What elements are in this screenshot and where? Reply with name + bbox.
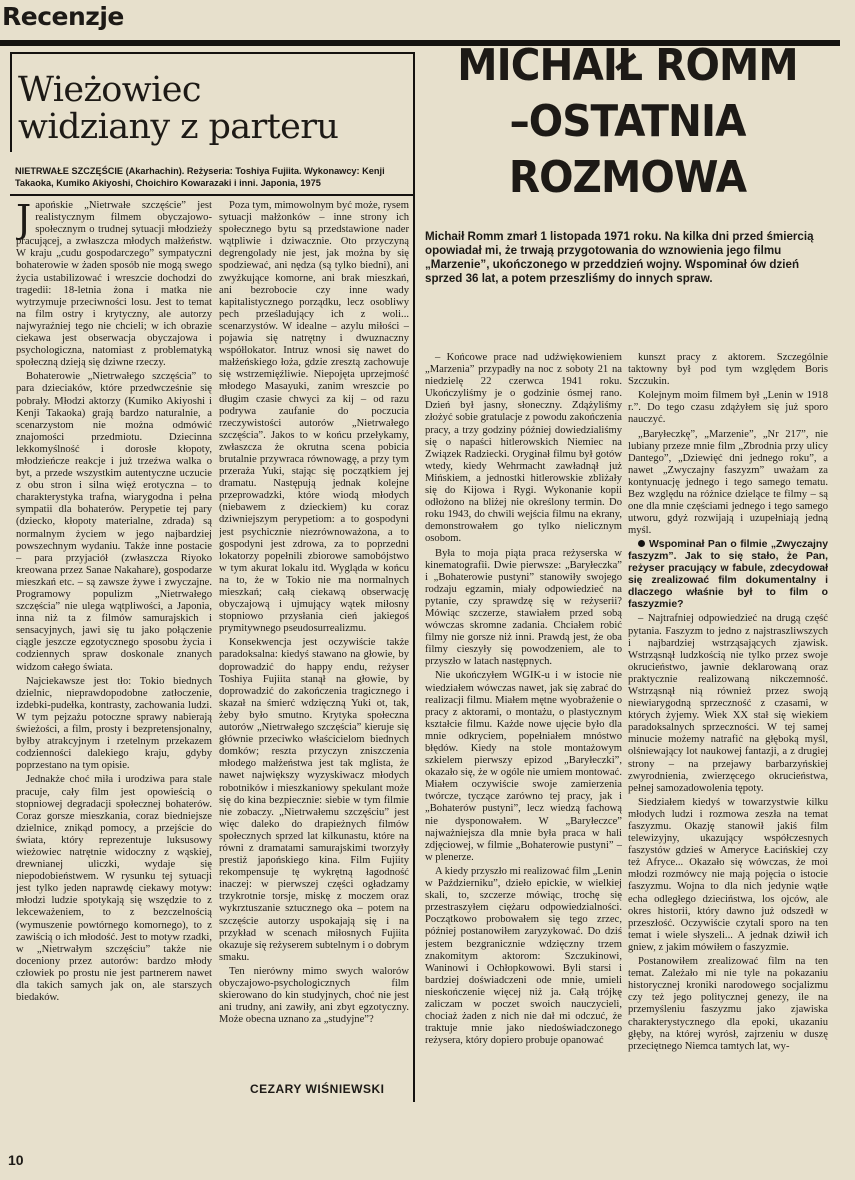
review-title-line1: Wieżowiec	[18, 70, 201, 110]
bullet-dot-icon	[638, 540, 645, 547]
review-col1-paragraph: Jednakże choć miła i urodziwa para stale pracuje, cały film jest opowieścią o stopniowej degradacji społecznej bohaterów. Coraz gorsze mieszkania, coraz biedniejsze dzielnice, znikąd pomocy, a przejście do świata, który reprezentuje luksusowy wieżowiec natrętnie widoczny z wąskiej, drewnianej uliczki, wydaje się niepodobieństwem. W rysunku tej sytuacji jest tylko jeden naprawdę ciekawy motyw: młodzi ludzie spotykają się wszędzie to z lekceważeniem, to z bezczelnością (wymuszenie powtórnego komornego), to z zawiścią o ich młodość. Jest to motyw rzadki, w „Nietrwałym szczęściu” także nie doceniony przez autorów: bardzo młody człowiek po prostu nie jest partnerem nawet dla takich samych jak on, ale starszych biedaków.	[16, 774, 212, 1004]
review-frame-left	[10, 52, 12, 152]
review-frame-top	[10, 52, 415, 54]
review-column-2	[219, 200, 409, 1080]
drop-cap: J	[16, 200, 32, 241]
review-title-line2: widziany z parteru	[18, 107, 339, 147]
interview-title-line1: MICHAIŁ ROMM	[457, 40, 798, 91]
interview-answer-paragraph: Postanowiłem zrealizować film na ten temat. Zależało mi nie tyle na pokazaniu historycznej kroniki narodowego socjalizmu czy też jego politycznej genezy, ile na przemyśleniu faszyzmu jako zjawiska charakterystycznego dla epoki, ukazaniu głęby, na której wyrósł, zajrzeniu w duszę przeciętnego Niemca tamtych lat, wy-	[628, 956, 828, 1052]
interview-col4-paragraph: „Baryłeczkę”, „Marzenie”, „Nr 217”, nie lubiany przeze mnie film „Zbrodnia przy ulicy Dantego”, „Dziewięć dni jednego roku”, a nawet „Zwyczajny faszyzm” uważam za kontynuację jednego i tego samego tematu. Bez względu na różnice dzielące te filmy – są one dla mnie częściami jednego i tego samego utworu, gdyż rozwijają i uzupełniają jedną myśl.	[628, 428, 828, 537]
interview-col3-paragraph: Nie ukończyłem WGIK-u i w istocie nie wiedziałem wówczas nawet, jak się zabrać do realizacji filmu. Miałem mętne wyobrażenie o pracy z aktorami, o montażu, o plastycznym kształcie filmu. Każde nowe ujęcie było dla mnie odkryciem, popełniałem mnóstwo błędów. Kiedy na stole montażowym szkielem pierwszy epizod „Baryłeczki”, okazało się, że w ogóle nie umiem montować. Miałem oczywiście swoje zamierzenia twórcze, tyczące zarówno tej pracy, jak i „Bohaterów pustyni”, lecz wiedzą fachową nie dysponowałem. W „Baryłeczce” najważniejsza dla mnie była praca w hali zdjęciowej, w filmie „Bohaterowie pustyni” – w plenerze.	[425, 670, 622, 863]
review-col1-paragraph: Bohaterowie „Nietrwałego szczęścia” to para dzieciaków, które przedwcześnie się pobrały. Młodzi aktorzy (Kumiko Akiyoshi i Kenji Takaoka) grają bardzo naturalnie, a scenarzystom nie można odmówić znajomości przedmiotu. Dziecinna lekkomyślność i dorosłe kłopoty, młodzieńcze reakcje i już trzeźwa walka o byt, a przede wszystkim autentyczne uczucie z obu stron i silna więź erotyczna – to charakterystyka trafna, wiarygodna i pełna sympatii dla bohaterów. Perypetie tej pary (dziecko, kłopoty materialne, zdrada) są normalnym życiem w jego najbardziej powszechnym wydaniu. Także inne postacie – para przyjaciół (zwłaszcza Riyoko kreowana przez Sanae Nakahare), gospodarze mieszkań etc. – są zawsze żywe i zwyczajne. Programowy populizm „Nietrwałego szczęścia” nie ulega wątpliwości, a Japonia, inna niż ta z filmów samurajskich i sensacyjnych, jawi się tu jako połączenie ciągle jeszcze egzotycznego sposobu życia i codziennych spraw doskonale znanych widzom całego świata.	[16, 371, 212, 673]
interview-title-line3: ROZMOWA	[508, 152, 747, 203]
interview-lead: Michaił Romm zmarł 1 listopada 1971 roku. Na kilka dni przed śmiercią opowiadał mi, że trwają przygotowania do wznowienia jego filmu „Marzenie”, ukończonego w przeddzień wojny. Wspominał ów dzień sprzed 36 lat, a potem przeszliśmy do innych spraw.	[425, 230, 814, 285]
interview-title	[446, 38, 809, 206]
interview-column-2	[628, 352, 828, 1140]
page-number: 10	[8, 1152, 24, 1168]
interview-answer-paragraph: Siedziałem kiedyś w towarzystwie kilku młodych ludzi i rozmowa zeszła na temat faszyzmu. Okazję stanowił jakiś film telewizyjny, ukazujący współczesnych faszystów gdzieś w Ameryce Łacińskiej czy też Afryce... Okazało się wówczas, że moi młodzi rozmówcy nie mają pojęcia o istocie faszyzmu. Wojna to dla nich jedynie wątłe echa odległego dzieciństwa, los ojców, ale okres historii, który dawno już odszedł w przeszłość. Oczywiście czytali sporo na ten temat i wiele słyszeli... A jednak dziwił ich gniew, z jakim mówiłem o faszyzmie.	[628, 796, 828, 953]
review-col2-paragraph: Poza tym, mimowolnym być może, rysem sytuacji małżonków – inne strony ich społecznego bytu są przedstawione nader wątpliwie i dziwacznie. Oto przyczyną degrengolady nie jest, jak można by się spodziewać, ani nędza (są tylko biedni), ani zwyżkujące komorne, ani brak mieszkań, ani bezrobocie czy inne wady kapitalistycznego porządku, lecz osobliwy pech prześladujący ich z woli... scenarzystów. W idealne – azylu miłości – pojawia się natrętny i dwuznaczny współlokator. Intruz wnosi się nawet do małżeńskiego łoża, gdzie zresztą zachowuje się wstrzemięźliwie. Niepojęta uprzejmość młodego Masayuki, zanim wreszcie po długim czasie chwyci za kij – od razu podrywa zaufanie do poczucia rzeczywistości autorów „Nietrwałego szczęścia”. Jakos to w końcu przełykamy, zwłaszcza że okrutna scena pobicia brutalnie przywraca równowagę, a przy tym przeraża Yuki, stając się początkiem jej dramatu. Następują jednak kolejne przeprowadzki, które wiodą młodych (niebawem z dzieckiem) ku coraz dziwniejszym perypetiom: a to gospodyni jest psychicznie niezrównoważona, a to gospodyni jest zdrowa, za to poprzedni lokatorzy popełnili zbiorowe samobójstwo w tym akurat lokalu itd. Wygląda w końcu na to, że w Tokio nie ma normalnych mieszkań; całą ciekawą obserwację obyczajową i ujmujący wątek miłosny stopniowo przysłania cień jakiegoś prymitywnego pseudosurrealizmu.	[219, 200, 409, 635]
review-col1-paragraph: Japońskie „Nietrwałe szczęście” jest realistycznym filmem obyczajowo-społecznym o trudnej sytuacji młodzieży pracującej, a zwłaszcza młodych małżeństw. W kraju „cudu gospodarczego” sympatyczni bohaterowie w żaden sposób nie mogą swego życia ustabilizować i wreszcie dochodzi do tragedii: 18-letnia żona i matka nie wytrzymuje przeciwności losu. Jest to temat na film ostry i krytyczny, ale autorzy najwyraźniej tego nie chcieli; w ich obrazie ciekawa jest obserwacja obyczajowa i psychologiczna, natomiast z problematyką społeczną dzieją się dziwne rzeczy.	[16, 200, 212, 369]
interview-col3-paragraph: Była to moja piąta praca reżyserska w kinematografii. Dwie pierwsze: „Baryłeczka” i „Bohaterowie pustyni” stanowiły swojego rodzaju egzamin, miały odpowiedzieć na pytanie, czy sprawdzę się w reżyserii? Mówiąc szczerze, stawiałem przed sobą wówczas skromne zadania. Chciałem robić filmy nie gorsze niż inni. Prawdą jest, że oba filmy cieszyły się powodzeniem, ale to przyszło w latach następnych.	[425, 547, 622, 668]
interview-answer-paragraph: – Najtrafniej odpowiedzieć na drugą część pytania. Faszyzm to jedno z najstraszliwszych i najbardziej wstrząsających zjawisk. Wstrząsnął ludzkością nie tylko przez swoje okrucieństwo, jawnie deklarowaną oraz praktycznie realizowaną nikczemność. Wstrząsnął nią również przez swoją niewiarygodną sprzeczność z czasami, w których żyjemy. Wiek XX stał się wiekiem paradoksalnych sprzeczności. W tej samej minucie możemy natrafić na głęboką myśl, olśniewający lot naukowej fantazji, a z drugiej strony – na przejawy barbarzyńskiej zwyrodnienia, zwierzęcego okrucieństwa, pełnej samozadowolenia tępoty.	[628, 613, 828, 794]
review-frame-right	[413, 52, 415, 1102]
review-credits: NIETRWAŁE SZCZĘŚCIE (Akarhachin). Reżyseria: Toshiya Fujiita. Wykonawcy: Kenji Takaoka, Kumiko Akiyoshi, Choichiro Kowarazaki i inni. Japonia, 1975	[15, 166, 385, 188]
interview-col3-paragraph: – Końcowe prace nad udźwiękowieniem „Marzenia” przypadły na noc z soboty 21 na niedzielę 22 czerwca 1941 roku. Ukończyliśmy je o godzinie ósmej rano. Dzień był jasny, słoneczny. Zdążyliśmy złożyć sobie gratulacje z powodu zakończenia pracy, a trzy godziny później dowiedzialiśmy się o napaści hitlerowskich Niemiec na Związek Radziecki. Oryginał filmu był gotów wtedy, kiedy Wehrmacht zawładnął już Mińskiem, a jednostki hitlerowskie zbliżały się do Kijowa i Rygi. Wykonanie kopii odłożono na bliżej nie określony termin. Do roku 1943, do chwili wejścia filmu na ekrany, demonstrowałem go tylko nielicznym osobom.	[425, 352, 622, 545]
interview-column-1	[425, 352, 622, 1140]
review-signature: CEZARY WIŚNIEWSKI	[250, 1082, 385, 1096]
review-col2-paragraph: Konsekwencja jest oczywiście także paradoksalna: kiedyś stawano na głowie, by doprowadzić do happy endu, reżyser Toshiya Fujiita stanął na głowie, by doprowadzić do zakończenia tragicznego i skazał na śmierć wdzięczną Yuki ot, tak, żeby było smutno. Krytyka społeczna autorów „Nietrwałego szczęścia” kieruje się głównie przeciwko właścicielom biednych domków; reszta przyczyn zniszczenia młodego małżeństwa jest tak mglista, że nawet największy wyzyskiwacz młodych robotników i mieszkaniowy spekulant może się do kina bezpiecznie: siebie w tym filmie nie zobaczy. „Nietrwałemu szczęściu” jest więc daleko do drapieżnych filmów społecznych sprzed lat kilkunastu, które na równi z dramatami samurajskimi tworzyły prestiż japońskiego kina. Film Fujiity rekompensuje tę wykrętną łagodność inaczej: w pierwszej części ogładzamy trzykrotnie torsje, miskę z moczem oraz wykrztuszanie sztucznego oka – potem na szczęście autorzy uspokajają się i na przykład w scenach miłosnych Fujiita okazuje się reżyserem subtelnym i o dobrym smaku.	[219, 637, 409, 963]
review-col2-paragraph: Ten nierówny mimo swych walorów obyczajowo-psychologicznych film skierowano do kin studyjnych, choć nie jest ani trudny, ani zawiły, ani zbyt egzotyczny. Może obecna uznano za „studyjne”?	[219, 965, 409, 1026]
section-label: Recenzje	[2, 2, 124, 31]
interview-title-line2: –OSTATNIA	[509, 96, 746, 147]
credits-rule	[10, 194, 415, 196]
interview-col4-paragraph: kunszt pracy z aktorem. Szczególnie taktowny był pod tym względem Boris Szczukin.	[628, 352, 828, 388]
interview-question: Wspominał Pan o filmie „Zwyczajny faszyzm”. Jak to się stało, że Pan, reżyser pracujący w fabule, zdecydował się zrealizować film dokumentalny i dlaczego właśnie był to film o faszyzmie?	[628, 539, 828, 611]
interview-col3-paragraph: A kiedy przyszło mi realizować film „Lenin w Październiku”, dzieło epickie, w wielkiej skali, to, szczerze mówiąc, trochę się przestraszyłem ciężaru odpowiedzialności. Początkowo probowałem się tego zrzec, później postanowiłem zaryzykować. Do dziś jestem bezgranicznie wdzięczny trzem znakomitym aktorom: Szczukinowi, Waninowi i Ochłopkowowi. Byli starsi i bardziej doświadczeni ode mnie, umieli nieskończenie więcej niż ja. Całą trójkę zaliczam w poczet swoich nauczycieli, chociaż żaden z nich nie dał mi odczuć, że traktuje mnie jako niedoświadczonego reżysera, który dopiero probuje opanować	[425, 865, 622, 1047]
interview-col4-paragraph: Kolejnym moim filmem był „Lenin w 1918 r.”. Do tego czasu zdążyłem się już sporo nauczyć.	[628, 390, 828, 426]
review-column-1	[16, 200, 212, 1108]
review-title	[18, 72, 413, 146]
review-col1-paragraph: Najciekawsze jest tło: Tokio biednych dzielnic, nieprawdopodobne zatłoczenie, izdebki-pudełka, kontrasty, zachowania ludzi. W tym pejzażu potoczne sprawy nabierają świeżości, a film, prosty i bezpretensjonalny, byłby atrakcyjnym i rzetelnym przekazem codzienności dalekiego kraju, gdyby poprzestano na tym opisie.	[16, 675, 212, 772]
